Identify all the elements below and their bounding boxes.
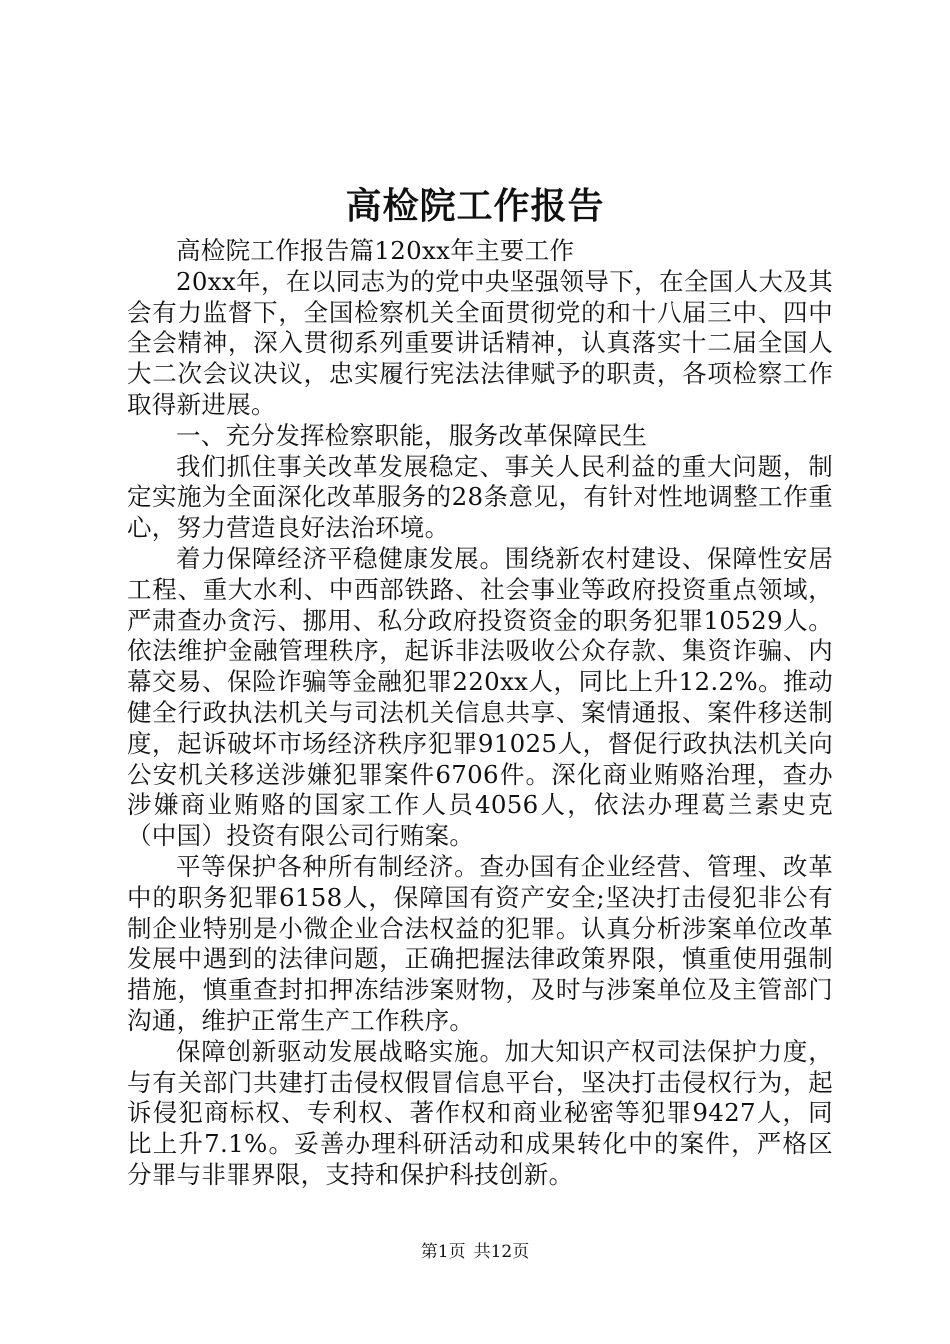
document-title: 高检院工作报告	[345, 185, 605, 227]
section-heading: 一、充分发挥检察职能，服务改革保障民生	[176, 420, 648, 450]
paragraph: 着力保障经济平稳健康发展。围绕新农村建设、保障性安居工程、重大水利、中西部铁路、社会事业等政府投资重点领域，严肃查办贪污、挪用、私分政府投资资金的职务犯罪10529人。依法维护金融管理秩序，起诉非法吸收公众存款、集资诈骗、内幕交易、保险诈骗等金融犯罪220xx人，同比上升12.2%。推动健全行政执法机关与司法机关信息共享、案情通报、案件移送制度，起诉破坏市场经济秩序犯罪91025人，督促行政执法机关向公安机关移送涉嫌犯罪案件6706件。深化商业贿赂治理，查办涉嫌商业贿赂的国家工作人员4056人，依法办理葛兰素史克（中国）投资有限公司行贿案。	[127, 543, 833, 851]
page-total: 共12页	[473, 1242, 530, 1262]
paragraph-intro: 20xx年，在以同志为的党中央坚强领导下，在全国人大及其会有力监督下，全国检察机关全面贯彻党的和十八届三中、四中全会精神，深入贯彻系列重要讲话精神，认真落实十二届全国人大二次会议决议，忠实履行宪法法律赋予的职责，各项检察工作取得新进展。	[127, 266, 833, 419]
document-body	[127, 236, 833, 1191]
page-number: 第1页	[420, 1242, 466, 1262]
paragraph: 我们抓住事关改革发展稳定、事关人民利益的重大问题，制定实施为全面深化改革服务的28条意见，有针对性地调整工作重心，努力营造良好法治环境。	[127, 451, 833, 543]
paragraph-subtitle: 高检院工作报告篇120xx年主要工作	[176, 236, 575, 265]
paragraph: 保障创新驱动发展战略实施。加大知识产权司法保护力度，与有关部门共建打击侵权假冒信息平台，坚决打击侵权行为，起诉侵犯商标权、专利权、著作权和商业秘密等犯罪9427人，同比上升7.1%。妥善办理科研活动和成果转化中的案件，严格区分罪与非罪界限，支持和保护科技创新。	[127, 1036, 833, 1189]
page-footer	[0, 1240, 950, 1264]
paragraph: 平等保护各种所有制经济。查办国有企业经营、管理、改革中的职务犯罪6158人，保障国有资产安全;坚决打击侵犯非公有制企业特别是小微企业合法权益的犯罪。认真分析涉案单位改革发展中遇到的法律问题，正确把握法律政策界限，慎重使用强制措施，慎重查封扣押冻结涉案财物，及时与涉案单位及主管部门沟通，维护正常生产工作秩序。	[127, 851, 833, 1035]
